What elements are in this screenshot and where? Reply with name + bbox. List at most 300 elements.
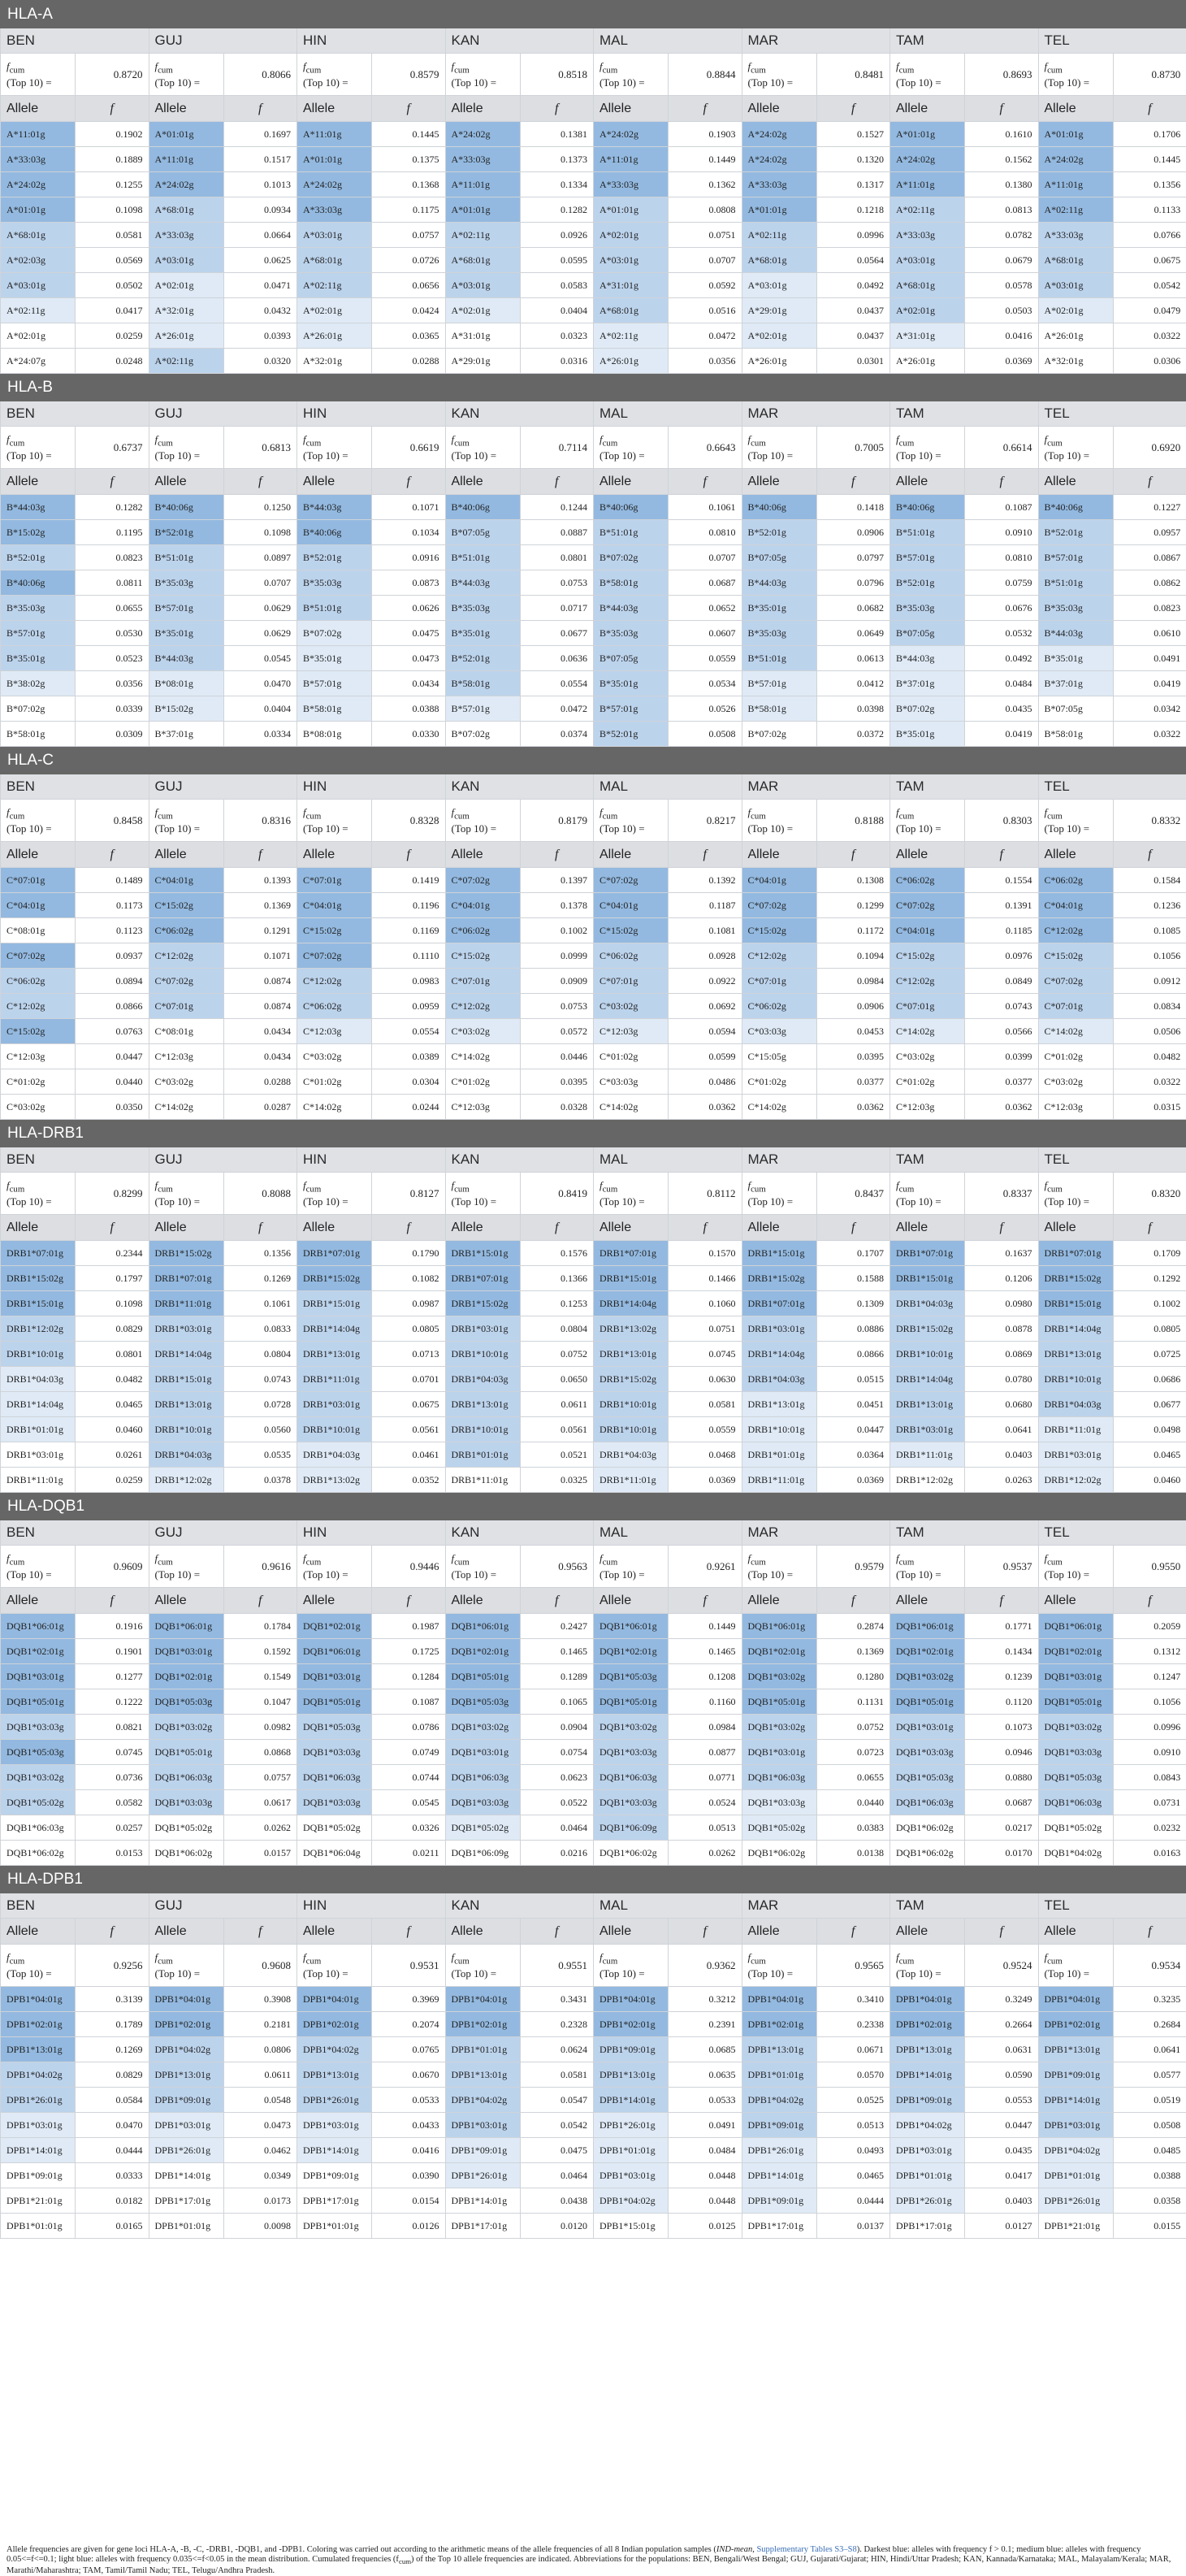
allele-cell: C*07:02g — [297, 943, 372, 969]
cum-label-rest: (Top 10) = — [599, 1195, 645, 1208]
allele-column-header: Allele — [1, 1919, 76, 1945]
frequency-cell: 0.0801 — [76, 1342, 149, 1367]
frequency-cell: 0.0797 — [816, 545, 890, 570]
allele-cell: A*01:01g — [297, 147, 372, 172]
population-label: TEL — [1038, 28, 1186, 54]
frequency-cell: 0.0232 — [1113, 1815, 1186, 1841]
allele-cell: C*06:02g — [297, 994, 372, 1019]
allele-cell: DPB1*13:01g — [742, 2037, 816, 2062]
population-label: MAL — [594, 1520, 742, 1546]
frequency-cell: 0.0127 — [965, 2214, 1039, 2239]
allele-cell: C*01:02g — [742, 1069, 816, 1095]
frequency-cell: 0.1098 — [76, 1291, 149, 1316]
frequency-cell: 0.0904 — [520, 1715, 594, 1740]
table-footnote — [0, 2544, 1186, 2565]
cum-subscript: cum — [158, 1557, 173, 1567]
frequency-cell: 0.0745 — [76, 1740, 149, 1765]
frequency-cell: 0.0519 — [1113, 2088, 1186, 2113]
allele-cell: B*51:01g — [890, 520, 965, 545]
allele-cell: A*02:01g — [594, 223, 669, 248]
allele-cell: B*51:01g — [1038, 570, 1113, 596]
allele-column-header: Allele — [297, 96, 372, 122]
table-row — [1, 1266, 1186, 1291]
cum-label-rest: (Top 10) = — [748, 822, 794, 835]
allele-cell: A*11:01g — [297, 122, 372, 147]
frequency-cell: 0.0980 — [965, 1291, 1039, 1316]
allele-cell: DRB1*01:01g — [445, 1442, 520, 1468]
allele-cell: DPB1*01:01g — [742, 2062, 816, 2088]
cum-subscript: cum — [454, 811, 470, 821]
allele-cell: DQB1*05:02g — [1038, 1815, 1113, 1841]
frequency-cell: 0.1308 — [816, 868, 890, 893]
frequency-cell: 0.1196 — [372, 893, 446, 918]
table-row — [1, 570, 1186, 596]
frequency-cell: 0.0542 — [520, 2113, 594, 2138]
allele-cell: DPB1*26:01g — [1, 2088, 76, 2113]
frequency-column-header: f — [372, 1588, 446, 1614]
frequency-column-header: f — [372, 1919, 446, 1945]
allele-cell: DPB1*14:01g — [297, 2138, 372, 2163]
allele-cell: C*14:02g — [890, 1019, 965, 1044]
frequency-cell: 0.0887 — [520, 520, 594, 545]
frequency-column-header: f — [965, 469, 1039, 495]
cum-f-symbol: f — [748, 1179, 751, 1191]
cum-subscript: cum — [1047, 1184, 1063, 1194]
frequency-cell: 0.0823 — [76, 545, 149, 570]
frequency-cell: 0.1269 — [223, 1266, 297, 1291]
frequency-column-header: f — [76, 1919, 149, 1945]
cum-subscript: cum — [306, 438, 322, 448]
allele-cell: DQB1*03:03g — [297, 1740, 372, 1765]
allele-cell: C*03:03g — [742, 1019, 816, 1044]
frequency-cell: 0.1002 — [520, 918, 594, 943]
frequency-cell: 0.0173 — [223, 2188, 297, 2214]
frequency-cell: 0.1576 — [520, 1241, 594, 1266]
frequency-cell: 0.0349 — [223, 2163, 297, 2188]
allele-cell: DPB1*17:01g — [297, 2188, 372, 2214]
frequency-cell: 0.0655 — [76, 596, 149, 621]
population-label: KAN — [445, 401, 594, 427]
cum-label-rest: (Top 10) = — [452, 76, 497, 89]
frequency-cell: 0.0364 — [816, 1442, 890, 1468]
cum-label-rest: (Top 10) = — [303, 1195, 348, 1208]
allele-column-header: Allele — [890, 469, 965, 495]
frequency-column-header: f — [223, 469, 297, 495]
cumulative-label — [742, 427, 816, 469]
table-row — [1, 122, 1186, 147]
frequency-cell: 0.0362 — [816, 1095, 890, 1120]
frequency-cell: 0.0581 — [76, 223, 149, 248]
allele-cell: B*07:05g — [445, 520, 520, 545]
frequency-cell: 0.1087 — [965, 495, 1039, 520]
allele-cell: DQB1*06:03g — [149, 1765, 223, 1790]
frequency-cell: 0.1123 — [76, 918, 149, 943]
population-label: TAM — [890, 401, 1039, 427]
allele-cell: DQB1*06:03g — [1, 1815, 76, 1841]
frequency-cell: 0.1110 — [372, 943, 446, 969]
frequency-cell: 0.0759 — [965, 570, 1039, 596]
frequency-cell: 0.0157 — [223, 1841, 297, 1866]
cum-label-rest: (Top 10) = — [599, 822, 645, 835]
allele-cell: C*04:01g — [594, 893, 669, 918]
allele-column-header: Allele — [445, 842, 520, 868]
frequency-cell: 0.1592 — [223, 1639, 297, 1664]
frequency-cell: 0.0999 — [520, 943, 594, 969]
allele-cell: A*68:01g — [890, 273, 965, 298]
allele-cell: DRB1*04:03g — [1, 1367, 76, 1392]
allele-column-header: Allele — [149, 1588, 223, 1614]
allele-cell: A*02:01g — [890, 298, 965, 323]
frequency-cell: 0.0433 — [372, 2113, 446, 2138]
frequency-cell: 0.1187 — [669, 893, 742, 918]
cum-f-symbol: f — [1045, 433, 1048, 445]
allele-cell: DRB1*11:01g — [445, 1468, 520, 1493]
population-label: MAL — [594, 1147, 742, 1173]
cum-label-rest: (Top 10) = — [155, 1967, 201, 1980]
frequency-cell: 0.0437 — [816, 298, 890, 323]
frequency-cell: 0.1282 — [520, 197, 594, 223]
frequency-cell: 0.1465 — [669, 1639, 742, 1664]
frequency-cell: 0.0492 — [816, 273, 890, 298]
frequency-cell: 0.0525 — [816, 2088, 890, 2113]
frequency-cell: 0.0369 — [965, 349, 1039, 374]
allele-cell: DPB1*04:01g — [445, 1987, 520, 2012]
frequency-cell: 0.1725 — [372, 1639, 446, 1664]
allele-column-header: Allele — [1038, 1215, 1113, 1241]
frequency-cell: 0.0301 — [816, 349, 890, 374]
allele-cell: DPB1*03:01g — [1038, 2113, 1113, 2138]
cum-subscript: cum — [10, 65, 25, 75]
allele-cell: A*68:01g — [149, 197, 223, 223]
allele-column-header: Allele — [445, 1919, 520, 1945]
locus-title: HLA-A — [1, 1, 1186, 28]
frequency-cell: 0.0808 — [669, 197, 742, 223]
cum-f-symbol: f — [599, 806, 603, 818]
allele-cell: DPB1*01:01g — [1, 2214, 76, 2239]
frequency-cell: 0.0577 — [1113, 2062, 1186, 2088]
frequency-cell: 0.1419 — [372, 868, 446, 893]
allele-cell: DRB1*11:01g — [149, 1291, 223, 1316]
table-row — [1, 1689, 1186, 1715]
cumulative-label — [445, 800, 520, 842]
allele-cell: DPB1*03:01g — [149, 2113, 223, 2138]
cumulative-label — [445, 1173, 520, 1215]
allele-cell: DPB1*09:01g — [594, 2037, 669, 2062]
frequency-cell: 0.1239 — [965, 1664, 1039, 1689]
cum-label-rest: (Top 10) = — [155, 449, 201, 462]
frequency-cell: 0.1013 — [223, 172, 297, 197]
allele-cell: B*07:02g — [594, 545, 669, 570]
column-header-row — [1, 1919, 1186, 1945]
allele-cell: B*57:01g — [594, 696, 669, 722]
cumulative-label — [297, 800, 372, 842]
allele-cell: A*02:11g — [297, 273, 372, 298]
allele-cell: B*37:01g — [890, 671, 965, 696]
frequency-cell: 0.0873 — [372, 570, 446, 596]
cum-subscript: cum — [306, 811, 322, 821]
allele-cell: DRB1*11:01g — [1038, 1417, 1113, 1442]
frequency-cell: 0.1175 — [372, 197, 446, 223]
allele-cell: DPB1*01:01g — [297, 2214, 372, 2239]
frequency-cell: 0.1299 — [816, 893, 890, 918]
allele-column-header: Allele — [445, 1588, 520, 1614]
allele-cell: C*07:01g — [742, 969, 816, 994]
allele-cell: A*68:01g — [1038, 248, 1113, 273]
frequency-cell: 0.0322 — [1113, 722, 1186, 747]
frequency-cell: 0.1637 — [965, 1241, 1039, 1266]
cum-label-rest: (Top 10) = — [1045, 822, 1090, 835]
allele-cell: DQB1*06:01g — [890, 1614, 965, 1639]
frequency-cell: 0.0583 — [520, 273, 594, 298]
cum-label-rest: (Top 10) = — [896, 449, 941, 462]
frequency-cell: 0.0805 — [1113, 1316, 1186, 1342]
cum-label-rest: (Top 10) = — [303, 449, 348, 462]
cum-label-rest: (Top 10) = — [896, 1967, 941, 1980]
allele-cell: DPB1*09:01g — [1038, 2062, 1113, 2088]
cumulative-value: 0.8316 — [223, 800, 297, 842]
frequency-cell: 0.0581 — [669, 1392, 742, 1417]
allele-column-header: Allele — [445, 469, 520, 495]
allele-cell: DPB1*04:02g — [1038, 2138, 1113, 2163]
frequency-cell: 0.0726 — [372, 248, 446, 273]
allele-cell: A*02:01g — [297, 298, 372, 323]
allele-cell: DPB1*03:01g — [1, 2113, 76, 2138]
frequency-column-header: f — [1113, 1215, 1186, 1241]
cum-f-symbol: f — [452, 1179, 455, 1191]
allele-cell: C*15:02g — [297, 918, 372, 943]
frequency-cell: 0.1366 — [520, 1266, 594, 1291]
allele-cell: C*12:03g — [1, 1044, 76, 1069]
footnote-ind-mean: IND-mean — [716, 2545, 752, 2554]
frequency-cell: 0.0752 — [816, 1715, 890, 1740]
allele-cell: DQB1*05:01g — [890, 1689, 965, 1715]
frequency-cell: 0.1445 — [372, 122, 446, 147]
cumulative-value: 0.8328 — [372, 800, 446, 842]
locus-title-row — [1, 747, 1186, 774]
frequency-cell: 0.1378 — [520, 893, 594, 918]
allele-cell: C*12:03g — [149, 1044, 223, 1069]
cum-label-rest: (Top 10) = — [452, 1967, 497, 1980]
allele-cell: DRB1*15:01g — [742, 1241, 816, 1266]
locus-title: HLA-DPB1 — [1, 1866, 1186, 1893]
frequency-cell: 0.0448 — [669, 2188, 742, 2214]
allele-cell: B*44:03g — [1038, 621, 1113, 646]
frequency-cell: 0.1707 — [816, 1241, 890, 1266]
allele-column-header: Allele — [1038, 842, 1113, 868]
frequency-cell: 0.0395 — [816, 1044, 890, 1069]
allele-cell: A*03:01g — [1038, 273, 1113, 298]
frequency-cell: 0.0744 — [372, 1765, 446, 1790]
allele-cell: B*35:01g — [594, 671, 669, 696]
cumulative-value: 0.6614 — [965, 427, 1039, 469]
table-row — [1, 323, 1186, 349]
frequency-cell: 0.1085 — [1113, 918, 1186, 943]
cumulative-value: 0.9616 — [223, 1546, 297, 1588]
allele-cell: DRB1*15:01g — [1, 1291, 76, 1316]
frequency-cell: 0.0780 — [965, 1367, 1039, 1392]
allele-cell: DQB1*03:02g — [742, 1715, 816, 1740]
cumulative-value: 0.9565 — [816, 1945, 890, 1987]
cum-f-symbol: f — [303, 1951, 306, 1963]
frequency-cell: 0.0926 — [520, 223, 594, 248]
allele-cell: A*24:02g — [149, 172, 223, 197]
frequency-cell: 0.0707 — [223, 570, 297, 596]
frequency-cell: 0.0906 — [816, 520, 890, 545]
allele-cell: DQB1*03:02g — [445, 1715, 520, 1740]
population-label: MAL — [594, 1893, 742, 1919]
allele-cell: A*03:01g — [1, 273, 76, 298]
allele-cell: DRB1*07:01g — [445, 1266, 520, 1291]
allele-cell: DRB1*11:01g — [594, 1468, 669, 1493]
allele-cell: B*44:03g — [890, 646, 965, 671]
allele-cell: DPB1*09:01g — [445, 2138, 520, 2163]
frequency-cell: 0.1269 — [76, 2037, 149, 2062]
frequency-cell: 0.1465 — [520, 1639, 594, 1664]
cum-label-rest: (Top 10) = — [452, 822, 497, 835]
population-label: TAM — [890, 1147, 1039, 1173]
table-row — [1, 2188, 1186, 2214]
allele-cell: A*33:03g — [445, 147, 520, 172]
frequency-cell: 0.1185 — [965, 918, 1039, 943]
cumulative-frequency-row — [1, 1945, 1186, 1987]
frequency-cell: 0.0211 — [372, 1841, 446, 1866]
frequency-cell: 0.0120 — [520, 2214, 594, 2239]
cumulative-label — [149, 1173, 223, 1215]
frequency-cell: 0.0393 — [223, 323, 297, 349]
table-row — [1, 1342, 1186, 1367]
frequency-cell: 0.0390 — [372, 2163, 446, 2188]
frequency-cell: 0.0432 — [223, 298, 297, 323]
allele-cell: B*07:05g — [742, 545, 816, 570]
cum-label-rest: (Top 10) = — [6, 449, 52, 462]
cum-label-rest: (Top 10) = — [155, 1568, 201, 1581]
cum-f-symbol: f — [1045, 1951, 1048, 1963]
population-label: MAR — [742, 774, 890, 800]
allele-cell: DPB1*01:01g — [890, 2163, 965, 2188]
allele-cell: DPB1*04:02g — [445, 2088, 520, 2113]
cum-subscript: cum — [158, 1956, 173, 1966]
allele-cell: DRB1*07:01g — [742, 1291, 816, 1316]
cumulative-value: 0.9531 — [372, 1945, 446, 1987]
table-row — [1, 1417, 1186, 1442]
frequency-cell: 0.1047 — [223, 1689, 297, 1715]
allele-cell: B*58:01g — [742, 696, 816, 722]
cumulative-label — [445, 427, 520, 469]
frequency-cell: 0.0623 — [520, 1765, 594, 1790]
cumulative-label — [297, 54, 372, 96]
cum-f-symbol: f — [896, 806, 899, 818]
allele-cell: C*12:02g — [297, 969, 372, 994]
cumulative-value: 0.9563 — [520, 1546, 594, 1588]
allele-cell: DQB1*03:03g — [890, 1740, 965, 1765]
allele-cell: A*31:01g — [445, 323, 520, 349]
table-row — [1, 1069, 1186, 1095]
cum-subscript: cum — [899, 1184, 915, 1194]
allele-cell: DRB1*07:01g — [890, 1241, 965, 1266]
allele-cell: B*37:01g — [1038, 671, 1113, 696]
allele-cell: DQB1*06:01g — [297, 1639, 372, 1664]
table-row — [1, 2214, 1186, 2239]
frequency-cell: 0.0470 — [76, 2113, 149, 2138]
cum-label-rest: (Top 10) = — [452, 1568, 497, 1581]
frequency-cell: 0.0333 — [76, 2163, 149, 2188]
frequency-cell: 0.0502 — [76, 273, 149, 298]
table-row — [1, 621, 1186, 646]
frequency-column-header: f — [76, 842, 149, 868]
frequency-cell: 0.0479 — [1113, 298, 1186, 323]
allele-cell: C*12:03g — [890, 1095, 965, 1120]
frequency-cell: 0.0671 — [816, 2037, 890, 2062]
cumulative-value: 0.8458 — [76, 800, 149, 842]
frequency-cell: 0.0763 — [76, 1019, 149, 1044]
cumulative-value: 0.6920 — [1113, 427, 1186, 469]
allele-cell: A*33:03g — [1, 147, 76, 172]
cum-f-symbol: f — [6, 806, 10, 818]
allele-cell: DPB1*26:01g — [742, 2138, 816, 2163]
allele-cell: DRB1*03:01g — [149, 1316, 223, 1342]
frequency-cell: 0.0448 — [669, 2163, 742, 2188]
frequency-cell: 0.1131 — [816, 1689, 890, 1715]
cum-subscript: cum — [454, 438, 470, 448]
allele-column-header: Allele — [445, 96, 520, 122]
population-label: MAR — [742, 1147, 890, 1173]
frequency-cell: 0.0823 — [1113, 596, 1186, 621]
allele-cell: DPB1*26:01g — [1038, 2188, 1113, 2214]
allele-cell: B*51:01g — [149, 545, 223, 570]
allele-cell: DRB1*11:01g — [890, 1442, 965, 1468]
frequency-cell: 0.0165 — [76, 2214, 149, 2239]
cum-label-rest: (Top 10) = — [6, 76, 52, 89]
allele-cell: DRB1*12:02g — [1, 1316, 76, 1342]
allele-cell: C*07:02g — [445, 868, 520, 893]
frequency-cell: 0.0485 — [1113, 2138, 1186, 2163]
table-row — [1, 1442, 1186, 1468]
frequency-cell: 0.0910 — [965, 520, 1039, 545]
cumulative-label — [445, 54, 520, 96]
frequency-cell: 0.0834 — [1113, 994, 1186, 1019]
cum-subscript: cum — [603, 811, 618, 821]
cum-label-rest: (Top 10) = — [599, 449, 645, 462]
allele-cell: DRB1*10:01g — [890, 1342, 965, 1367]
cum-f-symbol: f — [303, 433, 306, 445]
cumulative-value: 0.9534 — [1113, 1945, 1186, 1987]
frequency-cell: 0.1527 — [816, 122, 890, 147]
allele-cell: DPB1*02:01g — [742, 2012, 816, 2037]
allele-cell: DRB1*03:01g — [742, 1316, 816, 1342]
frequency-cell: 0.0447 — [965, 2113, 1039, 2138]
frequency-cell: 0.1697 — [223, 122, 297, 147]
supplementary-tables-link[interactable]: Supplementary Tables S3–S8 — [756, 2545, 856, 2554]
population-label: KAN — [445, 774, 594, 800]
frequency-cell: 0.0374 — [520, 722, 594, 747]
frequency-cell: 0.0624 — [520, 2037, 594, 2062]
allele-cell: B*35:03g — [742, 621, 816, 646]
frequency-cell: 0.0572 — [520, 1019, 594, 1044]
cum-f-symbol: f — [6, 1552, 10, 1564]
frequency-cell: 0.0330 — [372, 722, 446, 747]
allele-cell: DRB1*01:01g — [742, 1442, 816, 1468]
allele-cell: DPB1*14:01g — [890, 2062, 965, 2088]
frequency-cell: 0.0533 — [372, 2088, 446, 2113]
allele-cell: DPB1*03:01g — [890, 2138, 965, 2163]
population-label: MAR — [742, 401, 890, 427]
allele-cell: C*01:02g — [890, 1069, 965, 1095]
frequency-cell: 0.0805 — [372, 1316, 446, 1342]
allele-cell: A*11:01g — [594, 147, 669, 172]
frequency-cell: 0.0262 — [669, 1841, 742, 1866]
frequency-cell: 0.1445 — [1113, 147, 1186, 172]
cumulative-value: 0.9551 — [520, 1945, 594, 1987]
